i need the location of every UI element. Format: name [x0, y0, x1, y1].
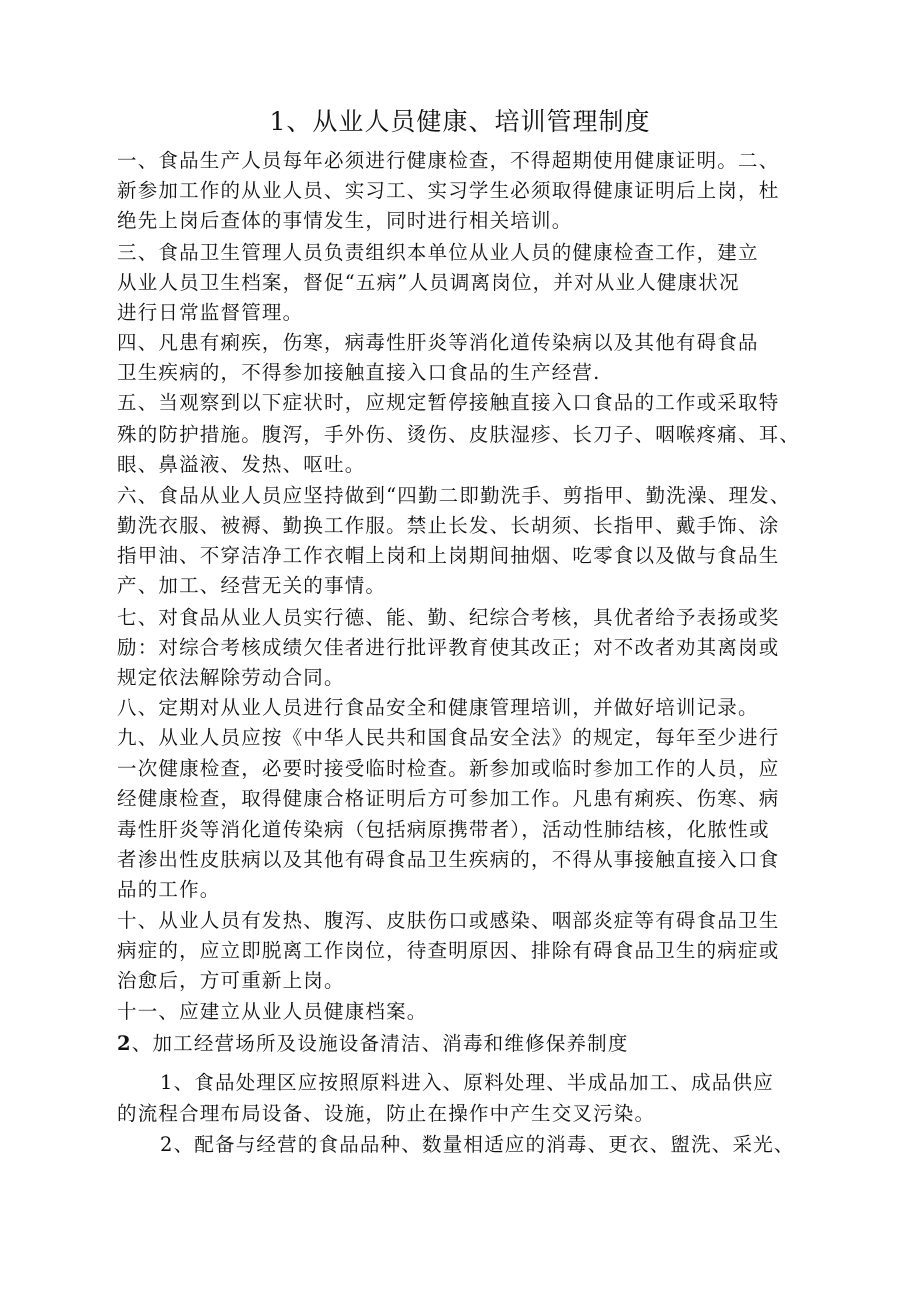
paragraph-line: 六、食品从业人员应坚持做到“四勤二即勤洗手、剪指甲、勤洗澡、理发、 [117, 484, 791, 507]
paragraph-line: 殊的防护措施。腹泻，手外伤、烫伤、皮肤湿疹、长刀子、咽喉疼痛、耳、 [117, 423, 801, 446]
paragraph-line: 九、从业人员应按《中华人民共和国食品安全法》的规定，每年至少进行 [117, 726, 780, 749]
paragraph-line: 指甲油、不穿洁净工作衣帽上岗和上岗期间抽烟、吃零食以及做与食品生 [117, 544, 780, 567]
section-heading-text: 、加工经营场所及设施设备清洁、消毒和维修保养制度 [131, 1032, 629, 1055]
paragraph-line: 者渗出性皮肤病以及其他有碍食品卫生疾病的，不得从事接触直接入口食 [117, 848, 780, 871]
paragraph-line: 绝先上岗后查体的事情发生，同时进行相关培训。 [117, 209, 573, 232]
paragraph-line: 四、凡患有痢疾，伤寒，病毒性肝炎等消化道传染病以及其他有碍食品 [117, 331, 759, 354]
paragraph-line: 一次健康检查，必要时接受临时检查。新参加或临时参加工作的人员，应 [117, 757, 780, 780]
page-title: 1、从业人员健康、培训管理制度 [269, 107, 651, 136]
paragraph-line: 病症的，应立即脱离工作岗位，待查明原因、排除有碍食品卫生的病症或 [117, 939, 780, 962]
paragraph-line: 十一、应建立从业人员健康档案。 [117, 1000, 428, 1023]
paragraph-line: 经健康检查，取得健康合格证明后方可参加工作。凡患有痢疾、伤寒、病 [117, 787, 780, 810]
section-heading [117, 1027, 629, 1061]
paragraph-line: 产、加工、经营无关的事情。 [117, 574, 387, 597]
paragraph-line: 的流程合理布局设备、设施，防止在操作中产生交叉污染。 [117, 1102, 656, 1125]
paragraph-line: 2、配备与经营的食品品种、数量相适应的消毒、更衣、盥洗、采光、 [160, 1133, 795, 1156]
paragraph-line: 五、当观察到以下症状时，应规定暂停接触直接入口食品的工作或采取特 [117, 391, 780, 414]
paragraph-line: 新参加工作的从业人员、实习工、实习学生必须取得健康证明后上岗，杜 [117, 179, 780, 202]
paragraph-line: 七、对食品从业人员实行德、能、勤、纪综合考核，具优者给予表扬或奖 [117, 606, 780, 629]
paragraph-line: 进行日常监督管理。 [117, 301, 304, 324]
paragraph-line: 品的工作。 [117, 878, 221, 901]
paragraph-line: 十、从业人员有发热、腹泻、皮肤伤口或感染、咽部炎症等有碍食品卫生 [117, 909, 780, 932]
paragraph-line: 励：对综合考核成绩欠佳者进行批评教育使其改正；对不改者劝其离岗或 [117, 636, 780, 659]
paragraph-line: 毒性肝炎等消化道传染病（包括病原携带者），活动性肺结核，化脓性或 [117, 818, 770, 841]
paragraph-line: 一、食品生产人员每年必须进行健康检查，不得超期使用健康证明。二、 [117, 149, 780, 172]
paragraph-line: 勤洗衣服、被褥、勤换工作服。禁止长发、长胡须、长指甲、戴手饰、涂 [117, 514, 780, 537]
paragraph-line: 三、食品卫生管理人员负责组织本单位从业人员的健康检查工作，建立 [117, 241, 759, 264]
paragraph-line: 规定依法解除劳动合同。 [117, 666, 345, 689]
paragraph-line: 从业人员卫生档案，督促“五病”人员调离岗位，并对从业人健康状况 [117, 271, 740, 294]
paragraph-line: 治愈后，方可重新上岗。 [117, 969, 345, 992]
paragraph-line: 八、定期对从业人员进行食品安全和健康管理培训，并做好培训记录。 [117, 696, 759, 719]
section-number: 2 [117, 1032, 132, 1055]
paragraph-line: 眼、鼻溢液、发热、呕吐。 [117, 453, 366, 476]
paragraph-line: 卫生疾病的，不得参加接触直接入口食品的生产经营. [117, 361, 601, 384]
paragraph-line: 1、食品处理区应按照原料进入、原料处理、半成品加工、成品供应 [160, 1071, 774, 1094]
